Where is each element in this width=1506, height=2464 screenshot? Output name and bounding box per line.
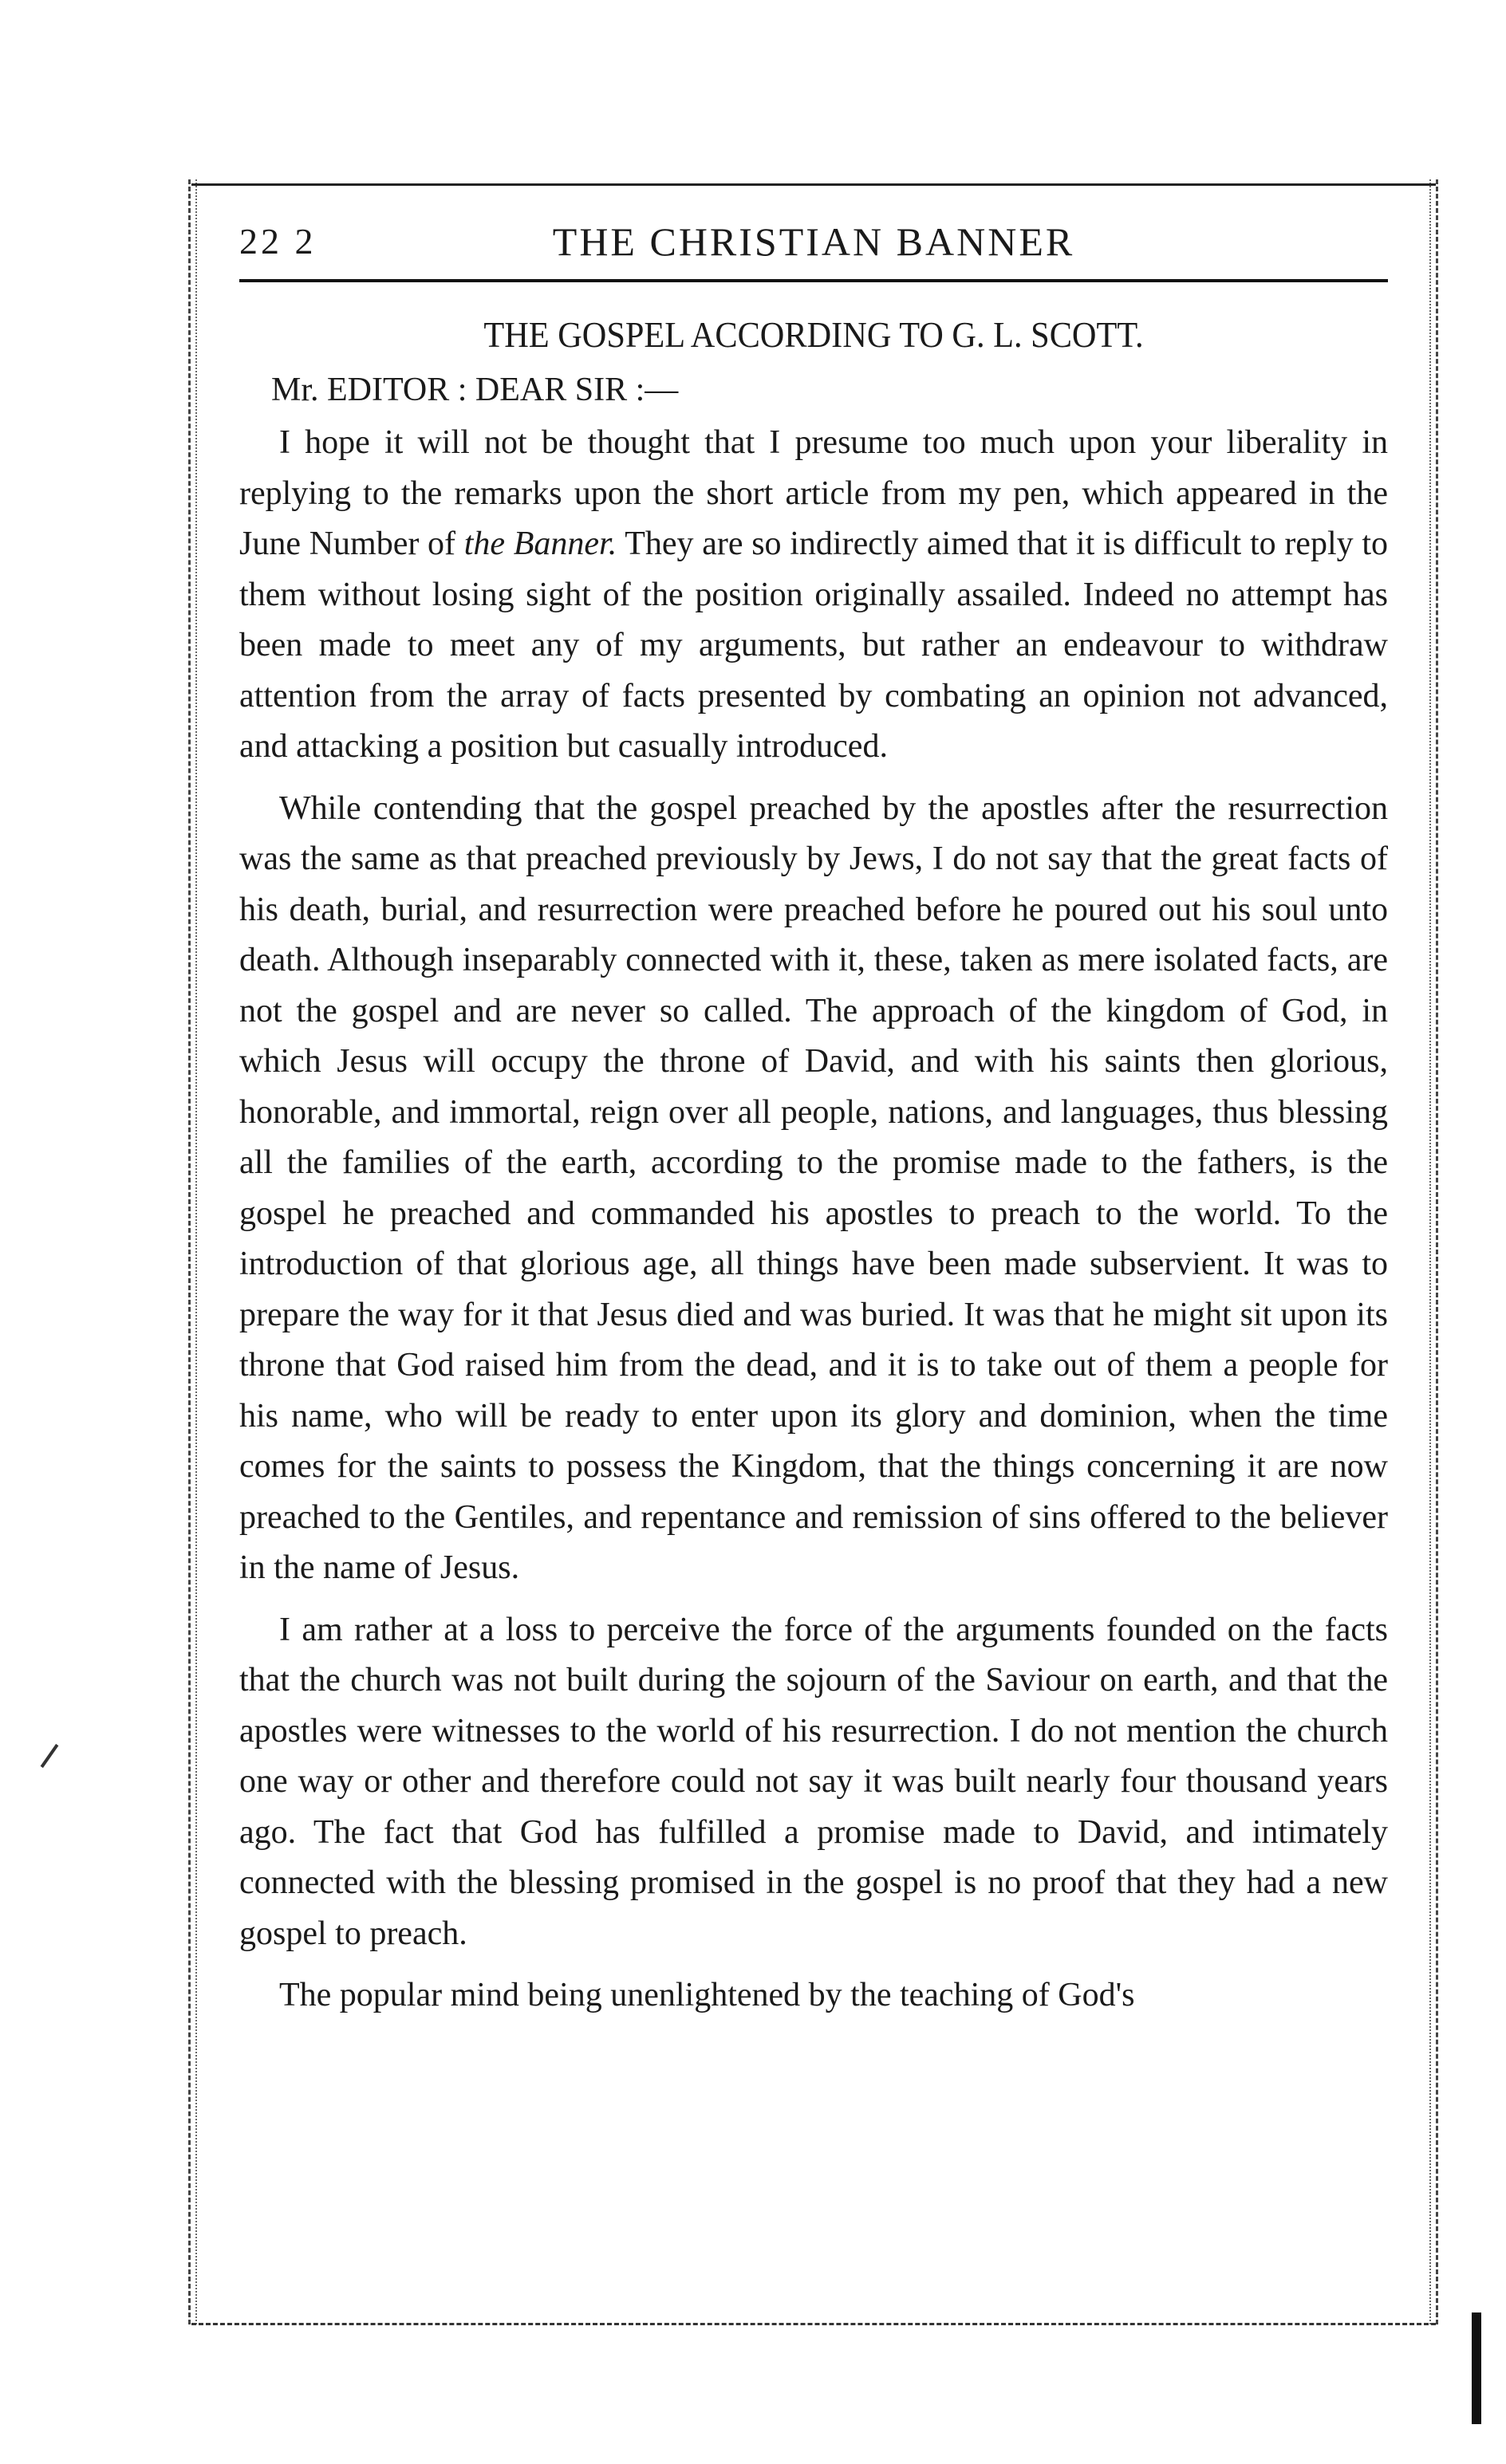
paragraph-1-text: I hope it will not be thought that I presume too much upon your liberality in replying to the remarks upon the short article from my pen, which appeared in the June Number of	[239, 424, 1388, 562]
article	[239, 311, 1388, 2033]
paragraph-4: The popular mind being unenlightened by the teaching of God's	[279, 1977, 1135, 2013]
running-head	[239, 215, 1388, 282]
paragraph-1-continued: They are so indirectly aimed that it is difficult to reply to them without losing sight of the position originally assailed. Indeed no attempt has been made to meet any of my arguments, but rather an endeavour to withdraw attention from the array of facts presented by combating an opinion not advanced, and attacking a position but casually introduced.	[239, 525, 1388, 765]
salutation: Mr. EDITOR : DEAR SIR :—	[271, 372, 679, 408]
paragraph-2: While contending that the gospel preached by the apostles after the resurrection was the same as that preached previously by Jews, I do not say that the great facts of his death, burial, and resurrection were preached before he poured out his soul unto death. Although inseparably connected with it, these, taken as mere isolated facts, are not the gospel and are never so called. The approach of the kingdom of God, in which Jesus will occupy the throne of David, and with his saints then glorious, honorable, and immortal, reign over all people, nations, and languages, thus blessing all the families of the earth, according to the promise made to the fathers, is the gospel he preached and commanded his apostles to preach to the world. To the introduction of that glorious age, all things have been made subservient. It was to prepare the way for it that Jesus died and was buried. It was that he might sit upon its throne that God raised him from the dead, and it is to take out of them a people for his name, who will be ready to enter upon its glory and dominion, when the time comes for the saints to possess the Kingdom, that the things concerning it are now preached to the Gentiles, and repentance and remission of sins offered to the believer in the name of Jesus.	[239, 789, 1388, 1586]
stray-ink-mark	[41, 1744, 59, 1768]
binding-edge-mark	[1472, 2312, 1481, 2424]
article-title: THE GOSPEL ACCORDING TO G. L. SCOTT.	[483, 314, 1144, 355]
journal-title: THE CHRISTIAN BANNER	[552, 219, 1075, 264]
paragraph-1-italic: the Banner.	[463, 525, 617, 562]
paragraph-3: I am rather at a loss to perceive the force of the arguments founded on the facts that the church was not built during the sojourn of the Saviour on earth, and that the apostles were witnesses to the world of his resurrection. I do not mention the church one way or other and therefore could not say it was built nearly four thousand years ago. The fact that God has fulfilled a promise made to David, and intimately connected with the blessing promised in the gospel is no proof that they had a new gospel to preach.	[239, 1611, 1388, 1952]
page-number: 22 2	[239, 221, 317, 262]
paragraph-1	[239, 418, 1388, 773]
